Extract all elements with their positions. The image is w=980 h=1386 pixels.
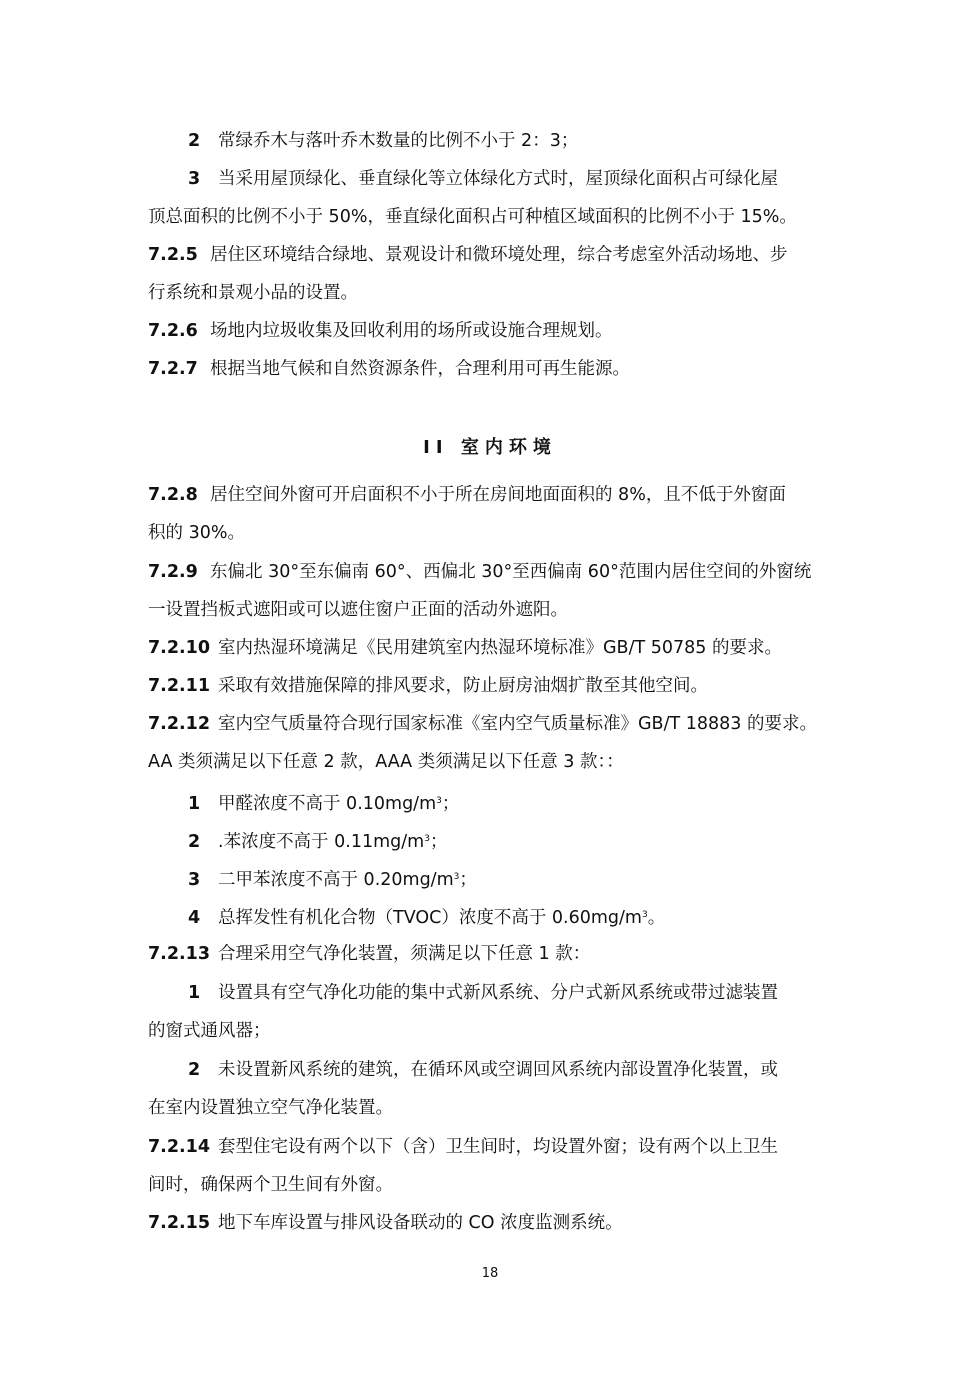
list-item: 4 总挥发性有机化合物（TVOC）浓度不高于 $0.60mg/m^3$。 bbox=[188, 908, 666, 928]
clause: 7.2.11 采取有效措施保障的排风要求，防止厨房油烟扩散至其他空间。 bbox=[148, 676, 708, 696]
page-number: 18 bbox=[481, 1266, 499, 1281]
list-item: 1 设置具有空气净化功能的集中式新风系统、分户式新风系统或带过滤装置 bbox=[188, 983, 778, 1003]
list-item-continuation: 顶总面积的比例不小于 50%，垂直绿化面积占可种植区域面积的比例不小于 15%。 bbox=[148, 207, 797, 227]
list-item-continuation: 在室内设置独立空气净化装置。 bbox=[148, 1098, 393, 1118]
clause: 7.2.14 套型住宅设有两个以下（含）卫生间时，均设置外窗；设有两个以上卫生 bbox=[148, 1137, 778, 1157]
clause-continuation: 一设置挡板式遮阳或可以遮住窗户正面的活动外遮阳。 bbox=[148, 600, 568, 620]
clause-continuation: AA 类须满足以下任意 2 款，AAA 类须满足以下任意 3 款：： bbox=[148, 752, 624, 772]
clause: 7.2.7 根据当地气候和自然资源条件，合理利用可再生能源。 bbox=[148, 359, 630, 379]
clause: 7.2.6 场地内垃圾收集及回收利用的场所或设施合理规划。 bbox=[148, 321, 613, 341]
clause: 7.2.13 合理采用空气净化装置，须满足以下任意 1 款： bbox=[148, 944, 591, 964]
clause-continuation: 间时，确保两个卫生间有外窗。 bbox=[148, 1175, 393, 1195]
list-item: 3 二甲苯浓度不高于 $0.20mg/m^3$； bbox=[188, 870, 477, 890]
clause: 7.2.8 居住空间外窗可开启面积不小于所在房间地面面积的 8%，且不低于外窗面 bbox=[148, 485, 786, 505]
clause: 7.2.5 居住区环境结合绿地、景观设计和微环境处理，综合考虑室外活动场地、步 bbox=[148, 245, 788, 265]
section-title: II 室内环境 bbox=[423, 437, 557, 458]
list-item-continuation: 的窗式通风器； bbox=[148, 1021, 271, 1041]
clause: 7.2.9 东偏北 30°至东偏南 60°、西偏北 30°至西偏南 60°范围内居住空间的外窗统 bbox=[148, 562, 812, 582]
list-item: 2 .苯浓度不高于 $0.11mg/m^3$； bbox=[188, 832, 448, 852]
clause-continuation: 积的 30%。 bbox=[148, 523, 245, 543]
list-item: 1 甲醛浓度不高于 $0.10mg/m^3$； bbox=[188, 794, 460, 814]
list-item: 2 未设置新风系统的建筑，在循环风或空调回风系统内部设置净化装置，或 bbox=[188, 1060, 778, 1080]
clause: 7.2.10 室内热湿环境满足《民用建筑室内热湿环境标准》GB/T 50785 的要求。 bbox=[148, 638, 782, 658]
clause: 7.2.15 地下车库设置与排风设备联动的 CO 浓度监测系统。 bbox=[148, 1213, 623, 1233]
list-item: 2 常绿乔木与落叶乔木数量的比例不小于 2：3； bbox=[188, 131, 579, 151]
clause-continuation: 行系统和景观小品的设置。 bbox=[148, 283, 358, 303]
list-item: 3 当采用屋顶绿化、垂直绿化等立体绿化方式时，屋顶绿化面积占可绿化屋 bbox=[188, 169, 778, 189]
clause: 7.2.12 室内空气质量符合现行国家标准《室内空气质量标准》GB/T 18883 的要求。 bbox=[148, 714, 817, 734]
